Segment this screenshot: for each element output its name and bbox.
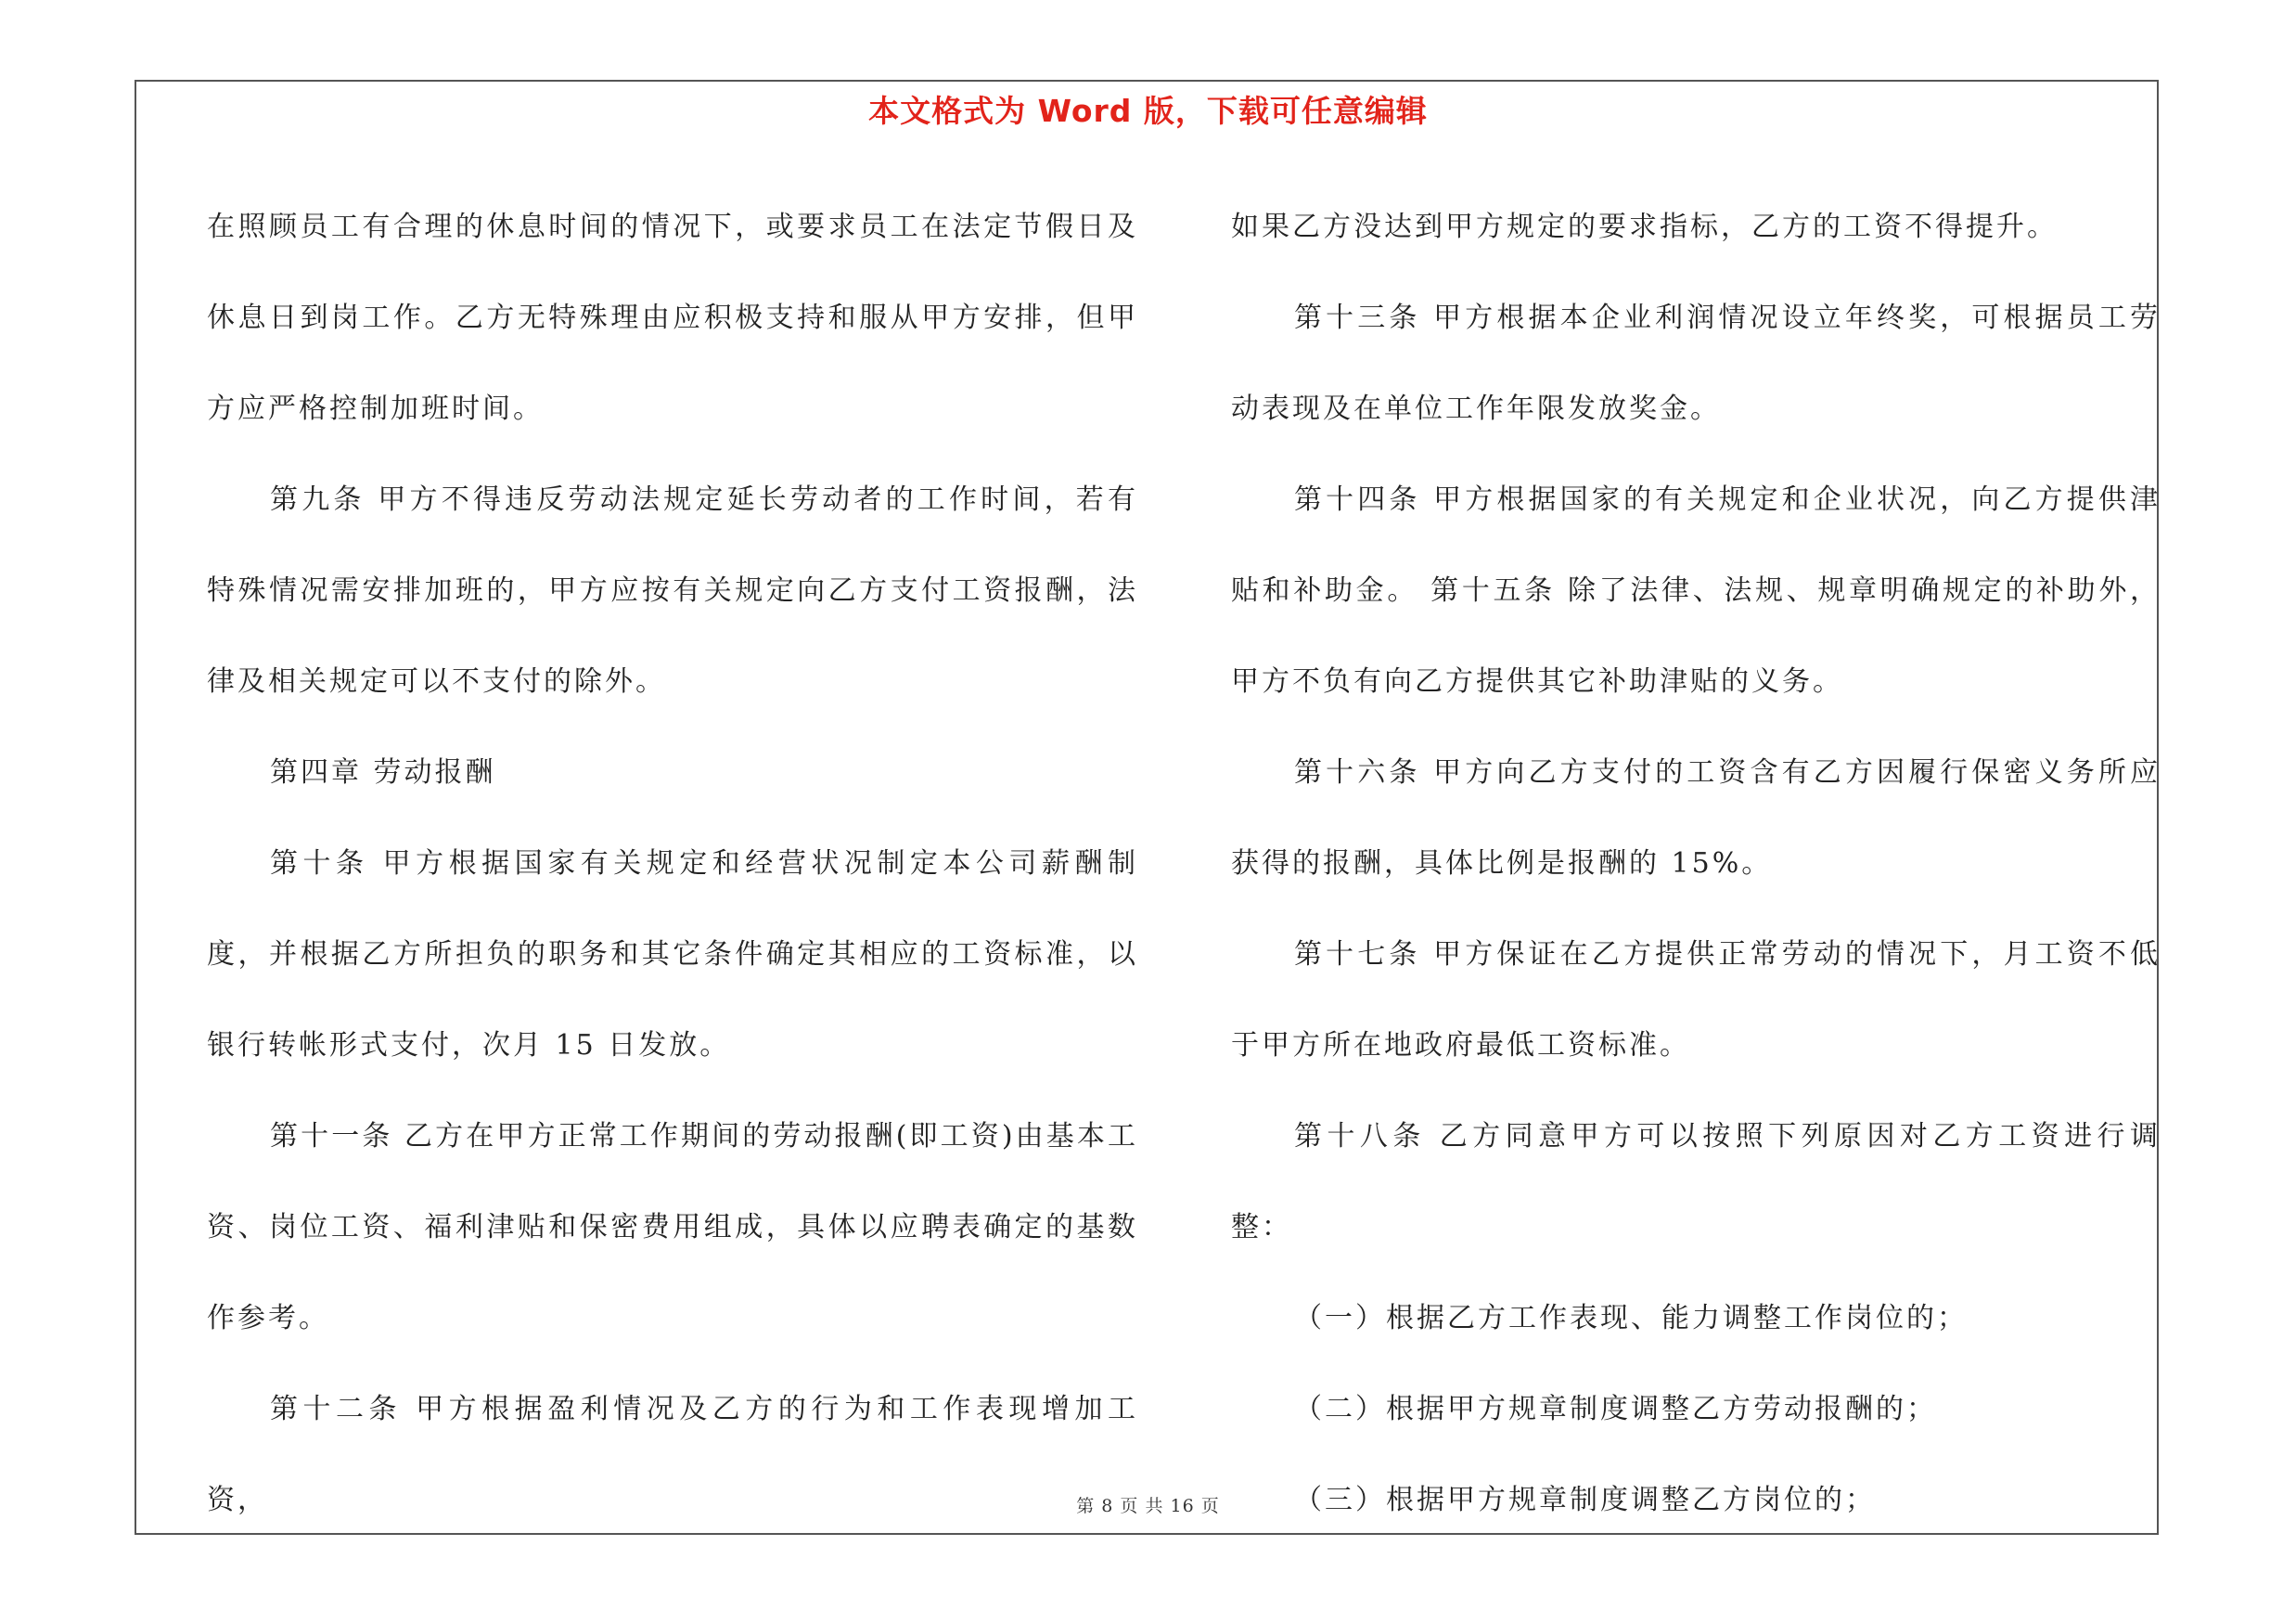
list-item: （三）根据甲方规章制度调整乙方岗位的； — [1294, 1484, 1876, 1516]
paragraph-article-17: 第十七条 甲方保证在乙方提供正常劳动的情况下，月工资不低于甲方所在地政府最低工资标准。 — [1231, 938, 2161, 1062]
paragraph-article-14-15: 第十四条 甲方根据国家的有关规定和企业状况，向乙方提供津贴和补助金。 第十五条 除了法律、法规、规章明确规定的补助外，甲方不负有向乙方提供其它补助津贴的义务。 — [1231, 483, 2161, 698]
paragraph-article-10: 第十条 甲方根据国家有关规定和经营状况制定本公司薪酬制度，并根据乙方所担负的职务和其它条件确定其相应的工资标准，以银行转帐形式支付，次月 15 日发放。 — [207, 847, 1138, 1062]
list-item: （二）根据甲方规章制度调整乙方劳动报酬的； — [1294, 1393, 1937, 1425]
paragraph-article-13: 第十三条 甲方根据本企业利润情况设立年终奖，可根据员工劳动表现及在单位工作年限发放奖金。 — [1231, 302, 2161, 425]
list-item: （一）根据乙方工作表现、能力调整工作岗位的； — [1294, 1302, 1968, 1334]
paragraph-article-16: 第十六条 甲方向乙方支付的工资含有乙方因履行保密义务所应获得的报酬，具体比例是报酬的 15%。 — [1231, 756, 2161, 880]
paragraph: 如果乙方没达到甲方规定的要求指标，乙方的工资不得提升。 — [1231, 211, 2058, 243]
editable-word-banner: 本文格式为 Word 版，下载可任意编辑 — [868, 93, 1428, 129]
chapter-heading: 第四章 劳动报酬 — [270, 756, 496, 789]
page-number: 第 8 页 共 16 页 — [1076, 1496, 1220, 1516]
left-text-column — [207, 182, 1138, 1546]
paragraph-article-12: 第十二条 甲方根据盈利情况及乙方的行为和工作表现增加工资， — [207, 1393, 1138, 1516]
right-text-column — [1231, 182, 2161, 1546]
paragraph: 在照顾员工有合理的休息时间的情况下，或要求员工在法定节假日及休息日到岗工作。乙方无特殊理由应积极支持和服从甲方安排，但甲方应严格控制加班时间。 — [207, 211, 1138, 425]
paragraph-article-9: 第九条 甲方不得违反劳动法规定延长劳动者的工作时间，若有特殊情况需安排加班的，甲方应按有关规定向乙方支付工资报酬，法律及相关规定可以不支付的除外。 — [207, 483, 1138, 698]
paragraph-article-11: 第十一条 乙方在甲方正常工作期间的劳动报酬(即工资)由基本工资、岗位工资、福利津贴和保密费用组成，具体以应聘表确定的基数作参考。 — [207, 1120, 1138, 1334]
paragraph-article-18: 第十八条 乙方同意甲方可以按照下列原因对乙方工资进行调整： — [1231, 1120, 2161, 1243]
